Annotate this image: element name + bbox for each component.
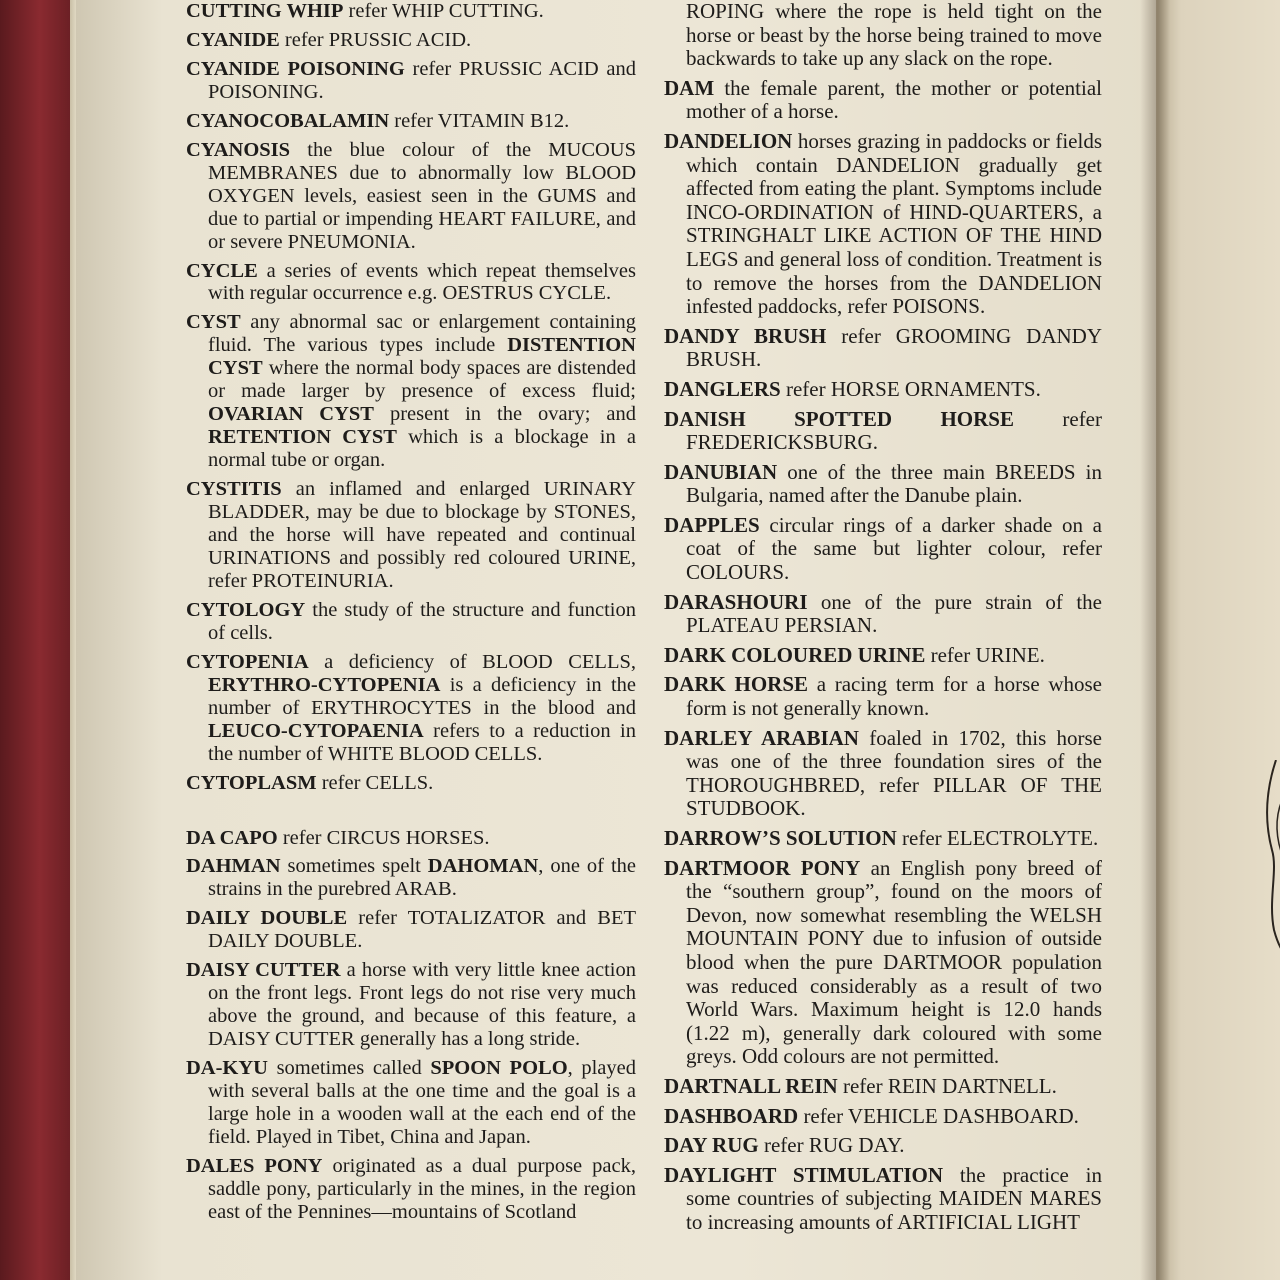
entry-headword: DARTNALL REIN bbox=[664, 1073, 838, 1098]
dictionary-entry bbox=[186, 1155, 636, 1224]
entry-headword: DASHBOARD bbox=[664, 1103, 799, 1128]
entry-headword: CYTOLOGY bbox=[186, 598, 306, 621]
right-column bbox=[664, 0, 1102, 1241]
entry-definition: , one of the strains in the purebred ARAB. bbox=[208, 855, 636, 901]
entry-definition: horses grazing in paddocks or fields which contain DANDELION gradually get affected from eating the plant. Symptoms include INCO-ORDINATION of HIND-QUARTERS, a STRINGHALT LIKE ACTION OF THE HIND LEGS and general loss of condition. Treatment is to remove the horses from the DANDELION infested paddocks, refer POISONS. bbox=[686, 128, 1102, 319]
dictionary-entry bbox=[664, 827, 1102, 851]
dictionary-entry bbox=[186, 599, 636, 645]
dictionary-entry bbox=[664, 461, 1102, 508]
entry-headword: DA-KYU bbox=[186, 1057, 268, 1080]
book-cover-spine bbox=[0, 0, 72, 1280]
illustration-fragment bbox=[1262, 760, 1280, 960]
entry-definition: , played with several balls at the one time and the goal is a large hole in a wooden wall at the each end of the field. Played in Tibet, China and Japan. bbox=[208, 1057, 636, 1148]
entry-headword: DAYLIGHT STIMULATION bbox=[664, 1162, 944, 1187]
entry-subterm: DISTENTION CYST bbox=[208, 334, 636, 380]
entry-definition: the study of the structure and function of cells. bbox=[208, 598, 636, 644]
entry-headword: DANDELION bbox=[664, 128, 793, 153]
dictionary-entry bbox=[664, 408, 1102, 455]
dictionary-entry bbox=[186, 110, 636, 133]
entry-headword: DA CAPO bbox=[186, 826, 278, 849]
entry-definition: the female parent, the mother or potential mother of a horse. bbox=[686, 75, 1102, 124]
entry-definition: refer REIN DARTNELL. bbox=[837, 1073, 1057, 1098]
entry-definition: one of the pure strain of the PLATEAU PERSIAN. bbox=[686, 589, 1102, 638]
dictionary-entry bbox=[186, 651, 636, 766]
dictionary-entry bbox=[664, 1134, 1102, 1158]
dictionary-entry bbox=[186, 478, 636, 593]
section-gap bbox=[186, 801, 636, 827]
entry-definition: refer PRUSSIC ACID. bbox=[279, 28, 472, 51]
dictionary-entry bbox=[664, 0, 1102, 71]
entry-headword: CYANIDE bbox=[186, 28, 280, 51]
entry-definition: sometimes called bbox=[268, 1057, 431, 1080]
entry-definition: a deficiency of BLOOD CELLS, bbox=[308, 650, 636, 673]
dictionary-entry bbox=[664, 727, 1102, 821]
entry-subterm: RETENTION CYST bbox=[208, 426, 397, 449]
entry-headword: CYANIDE POISONING bbox=[186, 57, 405, 80]
left-column bbox=[186, 0, 636, 1230]
entry-definition: refer TOTALIZATOR and BET DAILY DOUBLE. bbox=[208, 907, 636, 953]
dictionary-entry bbox=[186, 959, 636, 1051]
entry-headword: CUTTING WHIP bbox=[186, 0, 344, 22]
entry-definition: the practice in some countries of subjecting MAIDEN MARES to increasing amounts of ARTIFICIAL LIGHT bbox=[686, 1162, 1102, 1234]
entry-headword: DANGLERS bbox=[664, 376, 781, 401]
entry-subterm: DAHOMAN bbox=[427, 855, 539, 878]
dictionary-entry bbox=[186, 907, 636, 953]
entry-headword: DANISH SPOTTED HORSE bbox=[664, 406, 1014, 431]
dictionary-entry bbox=[664, 130, 1102, 319]
entry-definition: refer RUG DAY. bbox=[758, 1133, 905, 1158]
entry-subterm: ERYTHRO-CYTOPENIA bbox=[208, 673, 441, 696]
entry-definition: a horse with very little knee action on the front legs. Front legs do not rise very much above the ground, and because of this feature, a DAISY CUTTER generally has a long stride. bbox=[208, 959, 636, 1051]
dictionary-entry bbox=[186, 0, 636, 23]
dictionary-entry bbox=[186, 58, 636, 104]
entry-headword: DARK HORSE bbox=[664, 672, 809, 697]
entry-definition: refer FREDERICKSBURG. bbox=[686, 406, 1103, 455]
entry-headword: DANUBIAN bbox=[664, 459, 778, 484]
entry-headword: CYTOPENIA bbox=[186, 650, 309, 673]
entry-definition: refer WHIP CUTTING. bbox=[343, 0, 544, 22]
entry-definition: one of the three main BREEDS in Bulgaria, named after the Danube plain. bbox=[686, 459, 1102, 508]
entry-definition: which is a blockage in a normal tube or organ. bbox=[208, 426, 636, 472]
entry-definition: is a deficiency in the number of ERYTHROCYTES in the blood and bbox=[208, 673, 636, 719]
entry-definition: refer ELECTROLYTE. bbox=[896, 826, 1099, 850]
entry-subterm: LEUCO-CYTOPAENIA bbox=[208, 719, 424, 742]
dictionary-entry bbox=[186, 311, 636, 472]
entry-definition: refer PRUSSIC ACID and POISONING. bbox=[208, 57, 636, 103]
entry-definition: refer GROOMING DANDY BRUSH. bbox=[686, 323, 1102, 372]
entry-definition: sometimes spelt bbox=[280, 855, 428, 878]
entry-headword: DARK COLOURED URINE bbox=[664, 642, 926, 667]
entry-headword: DAHMAN bbox=[186, 855, 281, 878]
dictionary-entry bbox=[186, 139, 636, 254]
dictionary-entry bbox=[664, 857, 1102, 1069]
entry-definition: refer VITAMIN B12. bbox=[389, 109, 570, 132]
entry-definition: refer CIRCUS HORSES. bbox=[277, 826, 490, 849]
dictionary-entry bbox=[664, 1164, 1102, 1235]
entry-definition: foaled in 1702, this horse was one of the three foundation sires of the THOROUGHBRED, refer PILLAR OF THE STUDBOOK. bbox=[686, 725, 1102, 821]
entry-headword: DANDY BRUSH bbox=[664, 323, 827, 348]
entry-definition: ROPING where the rope is held tight on the horse or beast by the horse being trained to move backwards to take up any slack on the rope. bbox=[686, 0, 1102, 71]
dictionary-entry bbox=[664, 77, 1102, 124]
entry-headword: DARTMOOR PONY bbox=[664, 855, 861, 880]
gutter-shadow bbox=[1140, 0, 1170, 1280]
dictionary-entry bbox=[664, 325, 1102, 372]
entry-headword: CYCLE bbox=[186, 259, 258, 282]
entry-subterm: OVARIAN CYST bbox=[208, 403, 374, 426]
entry-subterm: SPOON POLO bbox=[430, 1057, 568, 1080]
entry-headword: CYTOPLASM bbox=[186, 771, 317, 794]
entry-headword: DARLEY ARABIAN bbox=[664, 725, 859, 750]
entry-definition: circular rings of a darker shade on a coat of the same but lighter colour, refer COLOURS. bbox=[686, 512, 1102, 585]
entry-definition: refer CELLS. bbox=[316, 771, 434, 794]
dictionary-entry bbox=[186, 1057, 636, 1149]
facing-page bbox=[1156, 0, 1280, 1280]
entry-definition: refers to a reduction in the number of WHITE BLOOD CELLS. bbox=[208, 719, 636, 765]
dictionary-entry bbox=[186, 260, 636, 306]
entry-headword: DAY RUG bbox=[664, 1133, 759, 1158]
entry-definition: the blue colour of the MUCOUS MEMBRANES due to abnormally low BLOOD OXYGEN levels, easiest seen in the GUMS and due to partial or impending HEART FAILURE, and or severe PNEUMONIA. bbox=[208, 138, 636, 253]
entry-headword: DAILY DOUBLE bbox=[186, 907, 348, 930]
entry-definition: an inflamed and enlarged URINARY BLADDER, may be due to blockage by STONES, and the horse will have repeated and continual URINATIONS and possibly red coloured URINE, refer PROTEINURIA. bbox=[208, 478, 636, 592]
entry-headword: CYST bbox=[186, 311, 241, 334]
dictionary-entry bbox=[186, 772, 636, 795]
entry-definition: refer URINE. bbox=[925, 642, 1045, 667]
dictionary-entry bbox=[664, 514, 1102, 585]
entry-definition: a racing term for a horse whose form is not generally known. bbox=[686, 672, 1102, 721]
dictionary-entry bbox=[186, 855, 636, 901]
entry-headword: DAISY CUTTER bbox=[186, 959, 341, 982]
entry-headword: DAM bbox=[664, 75, 715, 100]
entry-headword: DAPPLES bbox=[664, 512, 760, 537]
dictionary-entry bbox=[664, 673, 1102, 720]
dictionary-entry bbox=[664, 644, 1102, 668]
entry-definition: originated as a dual purpose pack, saddle pony, particularly in the mines, in the region east of the Pennines—mountains of Scotland bbox=[208, 1154, 637, 1223]
entry-headword: DALES PONY bbox=[186, 1154, 323, 1177]
entry-definition: an English pony breed of the “southern group”, found on the moors of Devon, now somewhat resembling the WELSH MOUNTAIN PONY due to infusion of outside blood when the pure DARTMOOR population was reduced considerably as a result of two World Wars. Maximum height is 12.0 hands (1.22 m), generally dark coloured with some greys. Odd colours are not permitted. bbox=[686, 855, 1102, 1069]
dictionary-entry bbox=[664, 378, 1102, 402]
entry-headword: CYANOCOBALAMIN bbox=[186, 109, 390, 132]
dictionary-entry bbox=[186, 29, 636, 52]
entry-definition: where the normal body spaces are distended or made larger by presence of excess fluid; bbox=[208, 357, 636, 403]
dictionary-entry bbox=[664, 1075, 1102, 1099]
entry-definition: a series of events which repeat themselves with regular occurrence e.g. OESTRUS CYCLE. bbox=[208, 259, 636, 305]
dictionary-entry bbox=[664, 1105, 1102, 1129]
dictionary-entry bbox=[186, 827, 636, 850]
entry-definition: refer VEHICLE DASHBOARD. bbox=[798, 1103, 1079, 1128]
entry-headword: DARROW’S SOLUTION bbox=[664, 826, 897, 850]
entry-headword: CYSTITIS bbox=[186, 478, 282, 501]
entry-definition: present in the ovary; and bbox=[373, 403, 636, 426]
entry-definition: refer HORSE ORNAMENTS. bbox=[780, 376, 1041, 401]
entry-headword: CYANOSIS bbox=[186, 138, 291, 161]
entry-definition: any abnormal sac or enlargement containing fluid. The various types include bbox=[208, 311, 636, 357]
dictionary-entry bbox=[664, 591, 1102, 638]
entry-headword: DARASHOURI bbox=[664, 589, 808, 614]
